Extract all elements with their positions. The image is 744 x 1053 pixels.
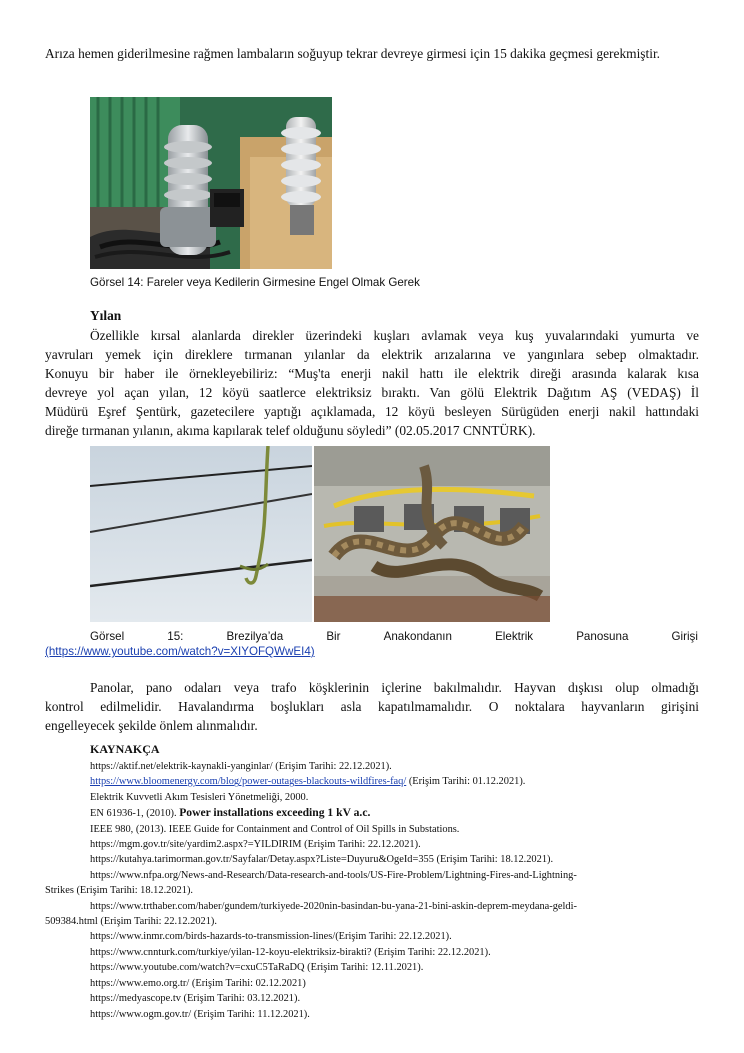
reference-item: Elektrik Kuvvetli Akım Tesisleri Yönetmeliği, 2000.: [90, 791, 309, 803]
insulator-photo-illustration: [90, 97, 332, 269]
reference-item: https://www.youtube.com/watch?v=cxuC5TaRaDQ (Erişim Tarihi: 12.11.2021).: [90, 962, 424, 974]
figure-14-caption: Görsel 14: Fareler veya Kedilerin Girmesine Engel Olmak Gerek: [90, 276, 420, 289]
caption-word: Anakondanın: [383, 630, 452, 643]
snake-on-wire-illustration: [90, 446, 312, 622]
reference-item: IEEE 980, (2013). IEEE Guide for Containment and Control of Oil Spills in Substations.: [90, 823, 460, 835]
figure-15-photo-left: [90, 446, 312, 622]
paragraph-line: Müdürü Eşref Şentürk, gazetecilere yaptığı açıklamada, 12 köyü besleyen Sürügüden enerji nakil hattındaki: [45, 404, 699, 419]
caption-word: Brezilya’da: [226, 630, 284, 643]
figure-15-video-link[interactable]: (https://www.youtube.com/watch?v=XIYOFQWwEI4): [45, 645, 315, 658]
paragraph-line: Panolar, pano odaları veya trafo köşklerinin içlerine bakılmalıdır. Hayvan dışkısı olup olmadığı: [90, 680, 699, 695]
reference-item: [45, 805, 705, 821]
reference-item: https://kutahya.tarimorman.gov.tr/Sayfalar/Detay.aspx?Liste=Duyuru&OgeId=355 (Erişim Tarihi: 18.12.2021).: [90, 854, 554, 866]
caption-word: Elektrik: [495, 630, 534, 643]
reference-item: https://www.inmr.com/birds-hazards-to-transmission-lines/(Erişim Tarihi: 22.12.2021).: [90, 931, 452, 943]
reference-bold-title: Power installations exceeding 1 kV a.c.: [179, 806, 371, 820]
caption-word: Görsel: [90, 630, 125, 643]
references-heading: KAYNAKÇA: [90, 742, 160, 756]
reference-item-continuation: 509384.html (Erişim Tarihi: 22.12.2021).: [45, 916, 217, 928]
paragraph-line: yavruları yemek için direklere tırmanan yılanlar da elektrik arızalarına ve yangınlara sebep olmaktadır.: [45, 347, 699, 362]
snake-in-panel-illustration: [314, 446, 550, 622]
paragraph-line: direğe tırmanan yılanın, akıma kapılarak telef olduğunu söyledi” (02.05.2017 CNNTÜRK).: [45, 423, 536, 438]
paragraph-line: engelleyecek şekilde önlem alınmalıdır.: [45, 718, 258, 733]
reference-text: EN 61936-1, (2010).: [90, 808, 180, 820]
reference-item: https://www.trthaber.com/haber/gundem/turkiyede-2020nin-basindan-bu-yana-21-bini-askin-deprem-meydana-geldi-: [90, 900, 577, 912]
reference-item: https://aktif.net/elektrik-kaynakli-yanginlar/ (Erişim Tarihi: 22.12.2021).: [90, 761, 392, 772]
figure-15-caption: [90, 630, 698, 643]
caption-word: Girişi: [671, 630, 698, 643]
caption-word: 15:: [167, 630, 184, 643]
reference-item: https://www.nfpa.org/News-and-Research/Data-research-and-tools/US-Fire-Problem/Lightning-Fires-and-Lightning-: [90, 869, 577, 881]
panel-paragraph: [45, 678, 699, 735]
reference-item-continuation: Strikes (Erişim Tarihi: 18.12.2021).: [45, 885, 193, 897]
paragraph-line: devreye yol açan yılan, 12 köyü saatlerce elektriksiz bıraktı. Van gölü Elektrik Dağıtım AŞ (VEDAŞ) İl: [45, 385, 699, 400]
figure-15-photo-right: [314, 446, 550, 622]
reference-item: https://www.emo.org.tr/ (Erişim Tarihi: 02.12.2021): [90, 977, 306, 989]
reference-text: (Erişim Tarihi: 01.12.2021).: [406, 776, 526, 788]
section-paragraph: [45, 326, 699, 440]
reference-item: https://www.cnnturk.com/turkiye/yilan-12-koyu-elektriksiz-birakti? (Erişim Tarihi: 22.12.2021).: [90, 946, 491, 958]
caption-word: Bir: [326, 630, 341, 643]
reference-item: https://medyascope.tv (Erişim Tarihi: 03.12.2021).: [90, 993, 301, 1005]
reference-item: https://www.ogm.gov.tr/ (Erişim Tarihi: 11.12.2021).: [90, 1008, 310, 1020]
caption-word: Panosuna: [576, 630, 629, 643]
paragraph-line: Konuyu bir haber ile örnekleyebiliriz: “Muş'ta enerji nakil hattı ile elektrik direği arasında kalarak kısa: [45, 366, 699, 381]
section-heading-yilan: Yılan: [90, 308, 122, 323]
references-list: [45, 759, 705, 1022]
intro-paragraph: Arıza hemen giderilmesine rağmen lambaların soğuyup tekrar devreye girmesi için 15 dakika geçmesi gerekmiştir.: [45, 46, 661, 61]
reference-item: https://mgm.gov.tr/site/yardim2.aspx?=YILDIRIM (Erişim Tarihi: 22.12.2021).: [90, 839, 421, 851]
paragraph-line: kontrol edilmelidir. Havalandırma boşlukları asla kapatılmamalıdır. O noktalara hayvanların girişini: [45, 699, 699, 714]
reference-link[interactable]: https://www.bloomenergy.com/blog/power-outages-blackouts-wildfires-faq/: [90, 776, 407, 788]
figure-14-photo: [90, 97, 332, 269]
reference-item: [45, 774, 705, 789]
paragraph-line: Özellikle kırsal alanlarda direkler üzerindeki kuşları avlamak veya kuş yuvalarındaki yumurta ve: [90, 328, 699, 343]
